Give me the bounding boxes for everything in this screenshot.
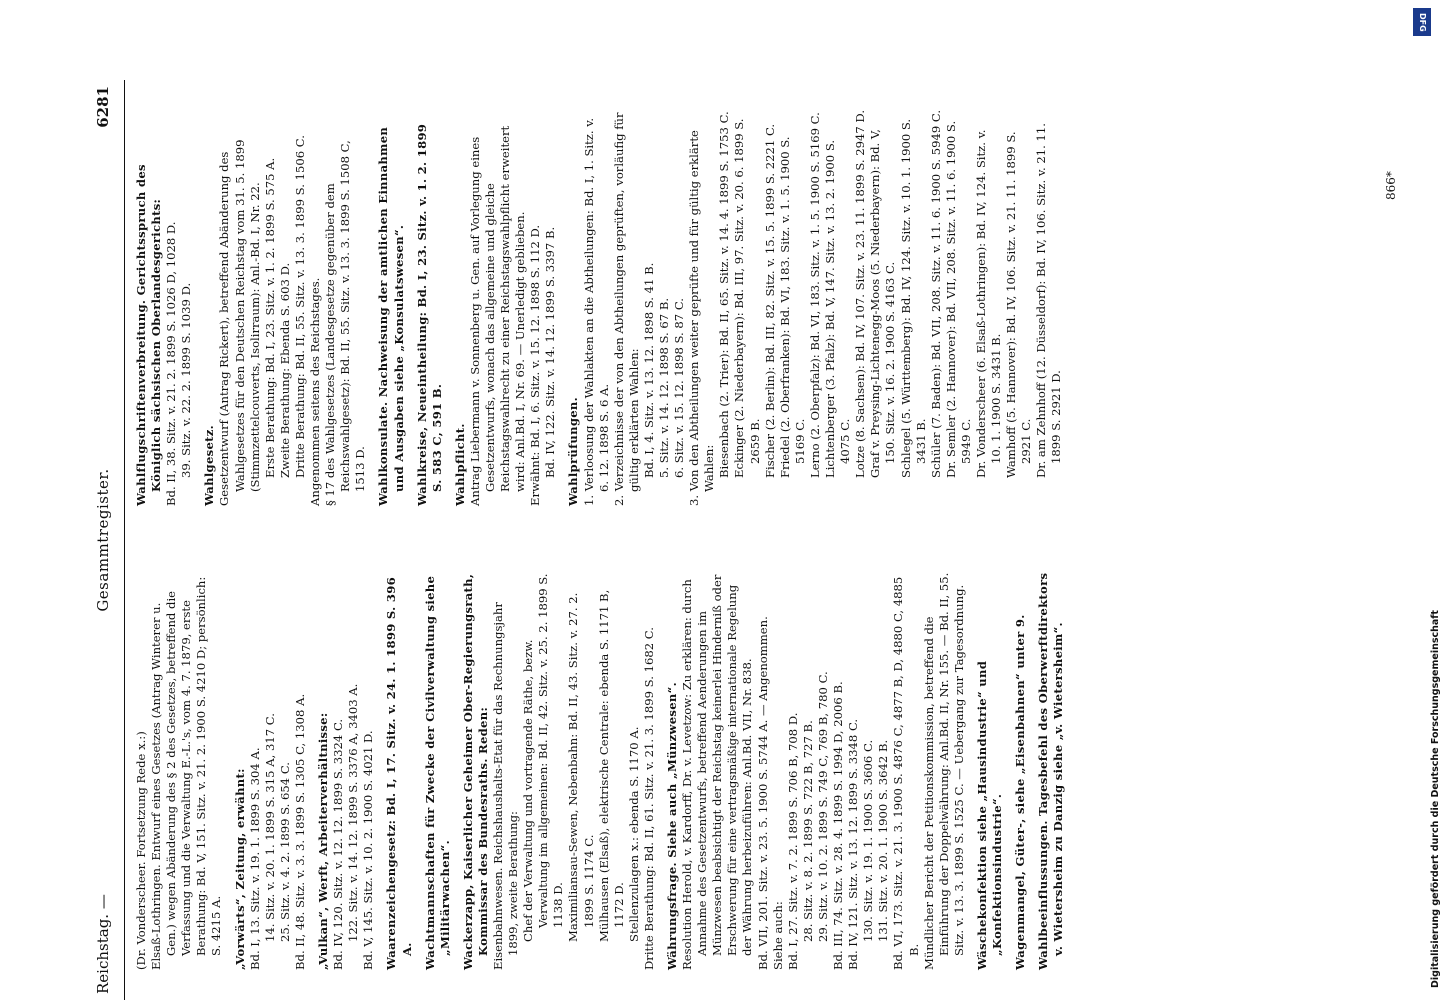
entry-line: Bd. I, 4. Sitz. v. 13. 12. 1898 S. 41 B. [641,262,656,478]
entry-line: Stellenzulagen x.: ebenda S. 1170 A. [626,726,641,942]
entry-line: Bd. III, 74. Sitz. v. 28. 4. 1899 S. 1994 D, 2006 B. [831,681,846,970]
entry-line: Bd. IV, 120. Sitz. v. 12. 12. 1899 S. 3324 C. [331,718,346,970]
entry-line: 130. Sitz. v. 19. 1. 1900 S. 3606 C. [861,739,876,942]
entry-line: Bd. IV, 122. Sitz. v. 14. 12. 1899 S. 3397 B. [543,226,558,478]
entry-line: Lotze (8. Sachsen): Bd. IV, 107. Sitz. v. 23. 11. 1899 S. 2947 D. [853,109,868,478]
entry-heading: Wackerzapp, Kaiserlicher Geheimer Ober-Regierungsrath, Kommissar des Bundesraths. Reden: [460,573,490,970]
entry-line: Schüler (7. Baden): Bd. VII, 208. Sitz. v. 11. 6. 1900 S. 5949 C. [928,109,943,478]
entry-line: 29. Sitz. v. 10. 2. 1899 S. 749 C, 769 B, 780 C. [815,671,830,942]
entry-line: Dr. Vonderscheer (6. Elsaß-Lothringen): Bd. IV, 124. Sitz. v. 10. 1. 1900 S. 3431 B. [973,129,1004,478]
entry-line: Eisenbahnwesen. Reichshaushalts-Etat für das Rechnungsjahr 1899, zweite Berathung: [490,602,521,970]
entry-line: Mündlicher Bericht der Petitionskommission, betreffend die Einführung der Doppelwährung: Anl.Bd. II, Nr. 155. — Bd. II, 55. Sitz. v. 13. 3. 1899 S. 1525 C. — Uebergang zur Tagesordnung. [921,572,966,970]
entry-line: Bd. VII, 201. Sitz. v. 23. 5. 1900 S. 5744 A. — Angenommen. [755,616,770,970]
register-entry [134,108,194,536]
entry-line: Angenommen seitens des Reichstages. [308,277,323,506]
entry-line: Lerno (2. Oberpfalz): Bd. VI, 183. Sitz. v. 1. 5. 1900 S. 5169 C. [807,112,822,478]
entry-line: Bd. IV, 121. Sitz. v. 13. 12. 1899 S. 3348 C. [846,718,861,970]
entry-heading: Wahlflugschriftenverbreitung. Gerichtsspruch des Königlich sächsischen Oberlandesgerichts: [134,164,164,506]
entry-heading: Wahlbeeinflussungen. Tagesbefehl des Oberwerftdirektors v. Wietersheim zu Danzig siehe „v. Wietersheim“. [1036,572,1066,970]
entry-line: Erste Berathung: Bd. I, 23. Sitz. v. 1. 2. 1899 S. 575 A. [262,157,277,478]
entry-line: Lichtenberger (3. Pfalz): Bd. V, 147. Sitz. v. 13. 2. 1900 S. 4075 C. [823,139,853,478]
entry-line: Resolution Herold, v. Kardorff, Dr. v. Levetzow: Zu erklären: durch Annahme des Gesetzentwurfs, betreffend Aenderungen im Münzwesen beabsichtigt der Reichstag keinerlei Hinderniß oder Erschwerung für eine vertragsmäßige internationale Regelung der Währung herbeizuführen: Anl.Bd. VII, Nr. 838. [680,574,755,970]
entry-line: Bd. VI, 173. Sitz. v. 21. 3. 1900 S. 4876 C, 4877 B, D, 4880 C, 4885 B. [891,576,921,970]
entry-line: Dr. Semler (2. Hannover): Bd. VII, 208. Sitz. v. 11. 6. 1900 S. 5949 C. [943,120,973,478]
entry-line: Chef der Verwaltung und vortragende Räthe, bezw. Verwaltung im allgemeinen: Bd. II, 42. Sitz. v. 25. 2. 1899 S. 1138 D. [521,573,566,942]
dfg-logo: DFG [1413,8,1431,36]
register-entry [1036,572,1066,1000]
entry-heading: Wagenmangel, Güter-, siehe „Eisenbahnen“ unter 9. [1013,614,1028,970]
entry-line: Friedel (2. Oberfranken): Bd. VI, 183. Sitz. v. 1. 5. 1900 S. 5169 C. [777,136,807,478]
entry-line: Zweite Berathung: Ebenda S. 603 D. [277,262,292,478]
entry-line: Erwähnt: Bd. I, 6. Sitz. v. 15. 12. 1898 S. 112 D. [528,224,543,506]
entry-line: 14. Sitz. v. 20. 1. 1899 S. 315 A, 317 C. [262,713,277,942]
entry-line: 2. Verzeichnisse der von den Abtheilungen geprüften, vorläufig für gültig erklärten Wahlen: [611,112,641,506]
header-left: Reichstag. — [94,894,112,994]
entry-line: Siehe auch: [770,901,785,970]
entry-line: Dr. am Zehnhoff (12. Düsseldorf): Bd. IV, 106. Sitz. v. 21. 11. 1899 S. 2921 D. [1034,123,1064,478]
register-entry [415,108,445,536]
header-center: Gesammtregister. [94,468,112,612]
left-column [134,572,1074,1000]
entry-line: Eckinger (2. Niederbayern): Bd. III, 97. Sitz. v. 20. 6. 1899 S. 2659 B. [732,118,762,478]
right-column [134,108,1073,536]
entry-heading: Wahlkreise, Neueintheilung: Bd. I, 23. Sitz. v. 1. 2. 1899 S. 583 C, 591 B. [414,123,444,506]
entry-line: 6. Sitz. v. 15. 12. 1898 S. 87 C. [672,298,687,478]
page-number: 6281 [94,86,112,128]
entry-line: Gesetzentwurf (Antrag Rickert), betreffend Abänderung des Wahlgesetzes für den Deutschen Reichstag vom 31. 5. 1899 (Stimmzettelcouverts, Isolirraum): Anl.-Bd. I, Nr. 22. [217,139,262,506]
entry-line: § 17 des Wahlgesetzes (Landesgesetze gegenüber dem Reichswahlgesetz): Bd. II, 55. Sitz. v. 13. 3. 1899 S. 1508 C, 1513 D. [323,140,368,506]
entry-line: (Dr. Vonderscheer. Fortsetzung Rede x.:) [134,731,148,970]
entry-line: Bd. V, 145. Sitz. v. 10. 2. 1900 S. 4021 D. [361,730,376,970]
entry-line: Maximiliansau-Sewen, Nebenbahn: Bd. II, 43. Sitz. v. 27. 2. 1899 S. 1174 C. [566,592,596,942]
entry-line: Dritte Berathung: Bd. II, 55. Sitz. v. 13. 3. 1899 S. 1506 C. [292,135,307,478]
entry-line: Graf v. Preysing-Lichtenegg-Moos (5. Niederbayern): Bd. V, 150. Sitz. v. 16. 2. 1900 S. 4163 C. [868,129,898,478]
register-entry [566,108,1064,536]
entry-heading: Wäschekonfektion siehe „Hausindustrie“ und „Konfektionsindustrie“. [974,660,1004,970]
entry-line: Dritte Berathung: Bd. II, 61. Sitz. v. 21. 3. 1899 S. 1682 C. [641,627,656,970]
digitization-note [1412,8,1441,992]
register-entry [134,572,225,1000]
entry-heading: Waarenzeichengesetz: Bd. I, 17. Sitz. v. 24. 1. 1899 S. 396 A. [384,577,414,970]
entry-line: 3. Von den Abtheilungen weiter geprüfte und für gültig erklärte Wahlen: [687,130,717,506]
entry-line: 25. Sitz. v. 4. 2. 1899 S. 654 C. [277,762,292,942]
entry-line: 39. Sitz. v. 22. 2. 1899 S. 1039 D. [179,282,194,478]
entry-line: Schlegel (5. Württemberg): Bd. IV, 124. Sitz. v. 10. 1. 1900 S. 3431 B. [898,118,928,478]
register-entry [975,572,1005,1000]
entry-heading: Währungsfrage. Siehe auch „Münzwesen“. [665,682,679,970]
entry-heading: Wachtmannschaften für Zwecke der Civilverwaltung siehe „Militärwachen“. [422,575,452,970]
entry-line: Mülhausen (Elsaß), elektrische Centrale: ebenda S. 1171 B, 1172 D. [596,589,626,942]
entry-line: Bd. II, 48. Sitz. v. 3. 3. 1899 S. 1305 C, 1308 A. [292,693,307,970]
entry-heading: „Vorwärts“, Zeitung, erwähnt: [232,768,247,970]
rotated-page [88,80,1408,1000]
entry-heading: Wahlgesetz. [202,424,217,506]
entry-line: 131. Sitz. v. 20. 1. 1900 S. 3642 B. [876,739,891,942]
register-entry [233,572,308,1000]
digitization-note-text: Digitalisierung gefördert durch die Deutsche Forschungsgemeinschaft [1430,610,1441,988]
entry-heading: Wahlkonsulate. Nachweisung der amtlichen Einnahmen und Ausgaben siehe „Konsulatswesen“. [376,126,406,506]
register-entry [1013,572,1028,1000]
register-entry [423,572,453,1000]
entry-line: 1. Verloosung der Wahlakten an die Abtheilungen: Bd. I, 1. Sitz. v. 6. 12. 1898 S. 6 A. [581,117,611,506]
entry-line: Biesenbach (2. Trier): Bd. II, 65. Sitz. v. 14. 4. 1899 S. 1753 C. [717,111,732,478]
entry-line: Wamhoff (5. Hannover): Bd. IV, 106. Sitz. v. 21. 11. 1899 S. 2921 C. [1004,131,1034,478]
entry-heading: Wahlpflicht. [452,423,467,506]
entry-heading: „Vulkan“, Werft, Arbeiterverhältnisse: [316,712,331,970]
entry-line: 5. Sitz. v. 14. 12. 1898 S. 67 B. [657,297,671,478]
register-entry [376,108,406,536]
entry-line: Bd. I, 27. Sitz. v. 7. 2. 1899 S. 706 B, 708 D. [785,712,800,970]
register-entry [665,572,967,1000]
entry-line: Antrag Liebermann v. Sonnenberg u. Gen. auf Vorlegung eines Gesetzentwurfs, wonach das allgemeine und gleiche Reichstagswahlrecht zu einer Reichstagswahlpflicht erweitert wird: Anl.Bd. I, Nr. 69. — Unerledigt geblieben. [467,125,528,506]
register-entry [461,572,657,1000]
entry-line: Bd. I, 13. Sitz. v. 19. 1. 1899 S. 304 A. [247,747,262,970]
entry-line: 122. Sitz. v. 14. 12. 1899 S. 3376 A, 3403 A. [346,683,361,942]
entry-line: Elsaß-Lothringen. Entwurf eines Gesetzes (Antrag Winterer u. Gen.) wegen Abänderung des § 2 des Gesetzes, betreffend die Verfassung und die Verwaltung E.-L.'s, vom 4. 7. 1879, erste Berathung: Bd. V, 151. Sitz. v. 21. 2. 1900 S. 4210 D; persönlich: S. 4215 A. [149,576,224,970]
entry-line: Bd. II, 38. Sitz. v. 21. 2. 1899 S. 1026 D, 1028 D. [164,221,179,506]
register-entry [453,108,559,536]
register-entry [384,572,414,1000]
register-entry [316,572,376,1000]
entry-heading: Wahlprüfungen. [566,397,581,506]
entry-line: Fischer (2. Berlin): Bd. III, 82. Sitz. v. 15. 5. 1899 S. 2221 C. [762,123,777,478]
entry-line: 28. Sitz. v. 8. 2. 1899 S. 722 B, 727 B. [800,720,815,942]
signature-mark: 866* [1384,171,1398,200]
running-header [88,80,125,1000]
register-entry [202,108,368,536]
